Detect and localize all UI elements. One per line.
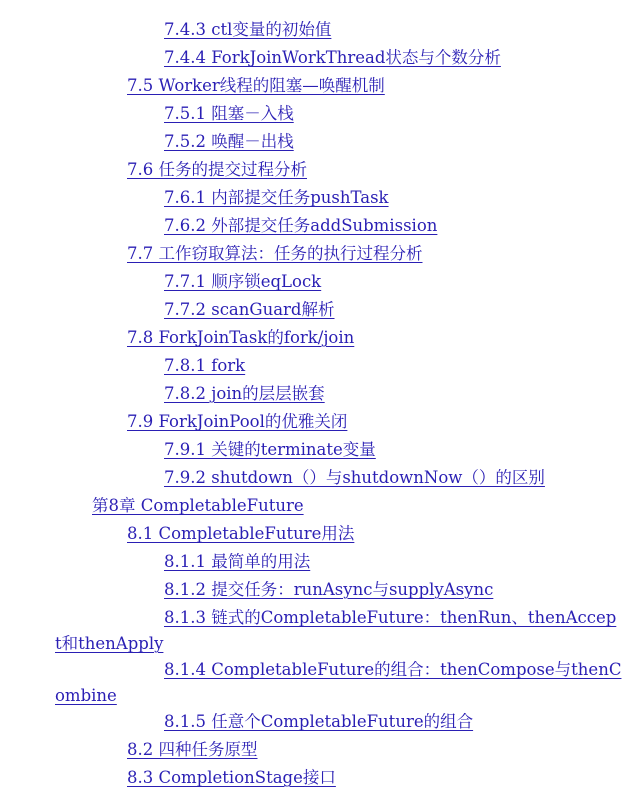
toc-link-8-1[interactable]: 8.1 CompletableFuture用法 (127, 524, 355, 543)
toc-link-7-5-1[interactable]: 7.5.1 阻塞－入栈 (164, 104, 294, 123)
toc-link-7-8-2[interactable]: 7.8.2 join的层层嵌套 (164, 384, 325, 403)
toc-link-7-6-2[interactable]: 7.6.2 外部提交任务addSubmission (164, 216, 438, 235)
toc-link-8-1-3-continuation[interactable]: t和thenApply (55, 634, 164, 653)
toc-link-7-9-1[interactable]: 7.9.1 关键的terminate变量 (164, 440, 376, 459)
toc-link-8-3[interactable]: 8.3 CompletionStage接口 (127, 768, 336, 787)
toc-link-7-5[interactable]: 7.5 Worker线程的阻塞—唤醒机制 (127, 76, 385, 95)
toc-link-7-7-2[interactable]: 7.7.2 scanGuard解析 (164, 300, 335, 319)
toc-link-8-2[interactable]: 8.2 四种任务原型 (127, 740, 258, 759)
toc-link-7-7-1[interactable]: 7.7.1 顺序锁eqLock (164, 272, 322, 291)
toc-link-8-1-1[interactable]: 8.1.1 最简单的用法 (164, 552, 311, 571)
toc-link-7-7[interactable]: 7.7 工作窃取算法：任务的执行过程分析 (127, 244, 423, 263)
toc-link-7-8[interactable]: 7.8 ForkJoinTask的fork/join (127, 328, 355, 347)
toc-link-8-1-2[interactable]: 8.1.2 提交任务：runAsync与supplyAsync (164, 580, 494, 599)
toc-link-8-1-3[interactable]: 8.1.3 链式的CompletableFuture：thenRun、thenAccep (164, 608, 617, 627)
toc-link-7-4-3[interactable]: 7.4.3 ctl变量的初始值 (164, 20, 332, 39)
toc-link-7-8-1[interactable]: 7.8.1 fork (164, 356, 246, 375)
toc-link-7-9-2[interactable]: 7.9.2 shutdown（）与shutdownNow（）的区别 (164, 468, 545, 487)
toc-link-7-6-1[interactable]: 7.6.1 内部提交任务pushTask (164, 188, 389, 207)
toc-link-7-5-2[interactable]: 7.5.2 唤醒－出栈 (164, 132, 294, 151)
toc-link-8-1-4-continuation[interactable]: ombine (55, 686, 117, 705)
toc-link-7-9[interactable]: 7.9 ForkJoinPool的优雅关闭 (127, 412, 348, 431)
toc-link-7-6[interactable]: 7.6 任务的提交过程分析 (127, 160, 307, 179)
toc-link-chapter-8[interactable]: 第8章 CompletableFuture (92, 496, 304, 515)
toc-link-8-1-5[interactable]: 8.1.5 任意个CompletableFuture的组合 (164, 712, 474, 731)
toc-link-8-1-4[interactable]: 8.1.4 CompletableFuture的组合：thenCompose与thenC (164, 660, 622, 679)
toc-link-7-4-4[interactable]: 7.4.4 ForkJoinWorkThread状态与个数分析 (164, 48, 501, 67)
